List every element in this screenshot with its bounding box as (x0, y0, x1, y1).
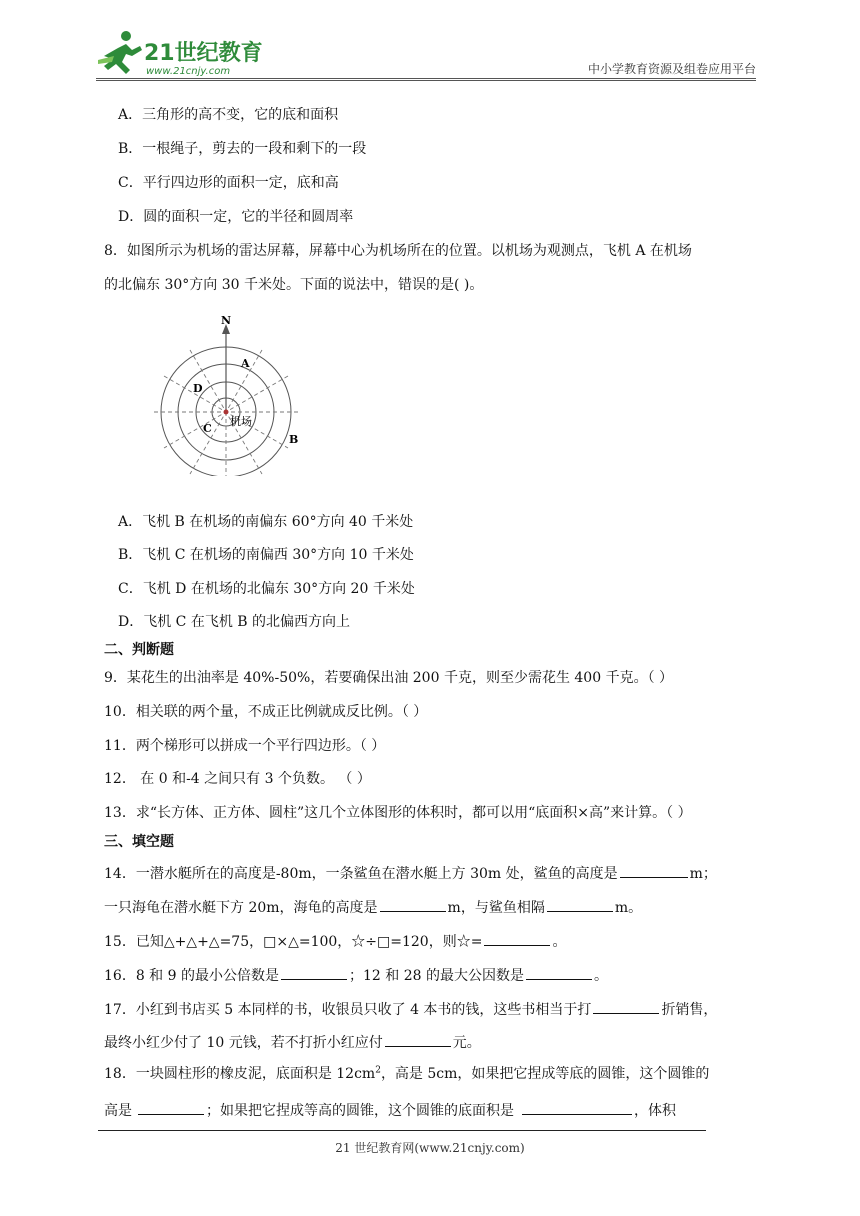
q16-blank-2[interactable] (526, 963, 592, 980)
plane-c-label: C (203, 422, 212, 435)
q18-blank-1[interactable] (138, 1098, 204, 1115)
q16-text-a: 16．8 和 9 的最小公倍数是 (104, 968, 279, 984)
q17-text-b: 最终小红少付了 10 元钱，若不打折小红应付 (104, 1035, 383, 1051)
q15-blank[interactable] (484, 929, 550, 946)
q15-line (104, 929, 566, 952)
q15-end: 。 (552, 934, 567, 950)
logo-url: www.21cnjy.com (146, 66, 231, 77)
q10-text: 10．相关联的两个量，不成正比例就成反比例。（ ） (104, 704, 428, 720)
platform-name: 中小学教育资源及组卷应用平台 (587, 62, 756, 76)
header-rule (96, 78, 756, 79)
q17-line2 (104, 1030, 481, 1053)
plane-b-label: B (289, 433, 299, 446)
plane-d-label: D (193, 382, 203, 395)
radar-figure (148, 312, 304, 476)
q18-text-b-end: ，体积 (634, 1103, 676, 1119)
north-label: N (221, 314, 232, 327)
q14-line1 (104, 861, 717, 884)
q8-text-line1: 8．如图所示为机场的雷达屏幕，屏幕中心为机场所在的位置。以机场为观测点，飞机 A 在机场 (104, 243, 692, 259)
q14-blank-1[interactable] (620, 861, 688, 878)
q8-text-line2: 的北偏东 30°方向 30 千米处。下面的说法中，错误的是( )。 (104, 277, 484, 293)
q17-blank-2[interactable] (385, 1030, 451, 1047)
q17-text-b-end: 元。 (452, 1035, 481, 1051)
q7-option-b: B．一根绳子，剪去的一段和剩下的一段 (118, 141, 367, 157)
q16-blank-1[interactable] (281, 963, 347, 980)
q7-option-d: D．圆的面积一定，它的半径和圆周率 (118, 209, 354, 225)
q9-text: 9．某花生的出油率是 40%-50%，若要确保出油 200 千克，则至少需花生 400 千克。（ ） (104, 670, 674, 686)
airport-label: 机场 (230, 415, 252, 428)
q14-unit-3: m。 (614, 900, 643, 916)
q15-text: 15．已知△+△+△=75，□×△=100，☆÷□=120，则☆= (104, 934, 483, 950)
airport-point (224, 410, 229, 415)
q18-blank-2[interactable] (522, 1098, 632, 1115)
q14-blank-2[interactable] (380, 895, 446, 912)
logo-text: 21世纪教育 (144, 41, 263, 66)
q8-option-b: B．飞机 C 在机场的南偏西 30°方向 10 千米处 (118, 547, 414, 563)
q18-text-b: 高是 (104, 1103, 132, 1119)
section3-title: 三、填空题 (104, 834, 174, 850)
q14-text-a: 14．一潜水艇所在的高度是-80m，一条鲨鱼在潜水艇上方 30m 处，鲨鱼的高度是 (104, 866, 618, 882)
q14-unit-1: m； (689, 866, 717, 882)
footer-text: 21 世纪教育网(www.21cnjy.com) (335, 1141, 525, 1155)
q14-line2 (104, 895, 642, 918)
site-logo (96, 26, 266, 82)
q17-line1 (104, 997, 717, 1020)
q16-line (104, 963, 608, 986)
q17-blank-1[interactable] (593, 997, 659, 1014)
q14-text-b-mid: m，与鲨鱼相隔 (447, 900, 545, 916)
q16-text-b: ；12 和 28 的最大公因数是 (348, 968, 524, 984)
q17-text-a: 17．小红到书店买 5 本同样的书，收银员只收了 4 本书的钱，这些书相当于打 (104, 1002, 592, 1018)
q18-text-b-mid: ；如果把它捏成等高的圆锥，这个圆锥的底面积是 (206, 1103, 514, 1119)
q11-text: 11．两个梯形可以拼成一个平行四边形。（ ） (104, 738, 386, 754)
q8-option-d: D．飞机 C 在飞机 B 的北偏西方向上 (118, 614, 351, 630)
q7-option-a: A．三角形的高不变，它的底和面积 (118, 107, 339, 123)
q8-option-c: C．飞机 D 在机场的北偏东 30°方向 20 千米处 (118, 581, 415, 597)
north-arrow (222, 324, 230, 412)
q18-line2 (104, 1098, 676, 1121)
q18-text-a: 18．一块圆柱形的橡皮泥，底面积是 12cm (104, 1066, 376, 1082)
runner-icon (98, 31, 142, 74)
q18-text-a-end: ，高是 5cm，如果把它捏成等底的圆锥，这个圆锥的 (380, 1066, 710, 1082)
q14-blank-3[interactable] (547, 895, 613, 912)
q16-end: 。 (593, 968, 608, 984)
plane-a-label: A (241, 357, 250, 370)
q13-text: 13．求“长方体、正方体、圆柱”这几个立体图形的体积时，都可以用“底面积×高”来计算。（ ） (104, 805, 692, 821)
q7-option-c: C．平行四边形的面积一定，底和高 (118, 175, 339, 191)
section2-title: 二、判断题 (104, 642, 174, 658)
q12-text: 12． 在 0 和-4 之间只有 3 个负数。 （ ） (104, 771, 371, 787)
q14-text-b: 一只海龟在潜水艇下方 20m，海龟的高度是 (104, 900, 378, 916)
q18-superscript: 2 (375, 1065, 381, 1076)
footer-rule (98, 1130, 706, 1131)
q18-line1 (104, 1064, 709, 1084)
header-rule-thin (96, 80, 756, 81)
q17-text-a-end: 折销售， (661, 1002, 718, 1018)
q8-option-a: A．飞机 B 在机场的南偏东 60°方向 40 千米处 (118, 514, 414, 530)
